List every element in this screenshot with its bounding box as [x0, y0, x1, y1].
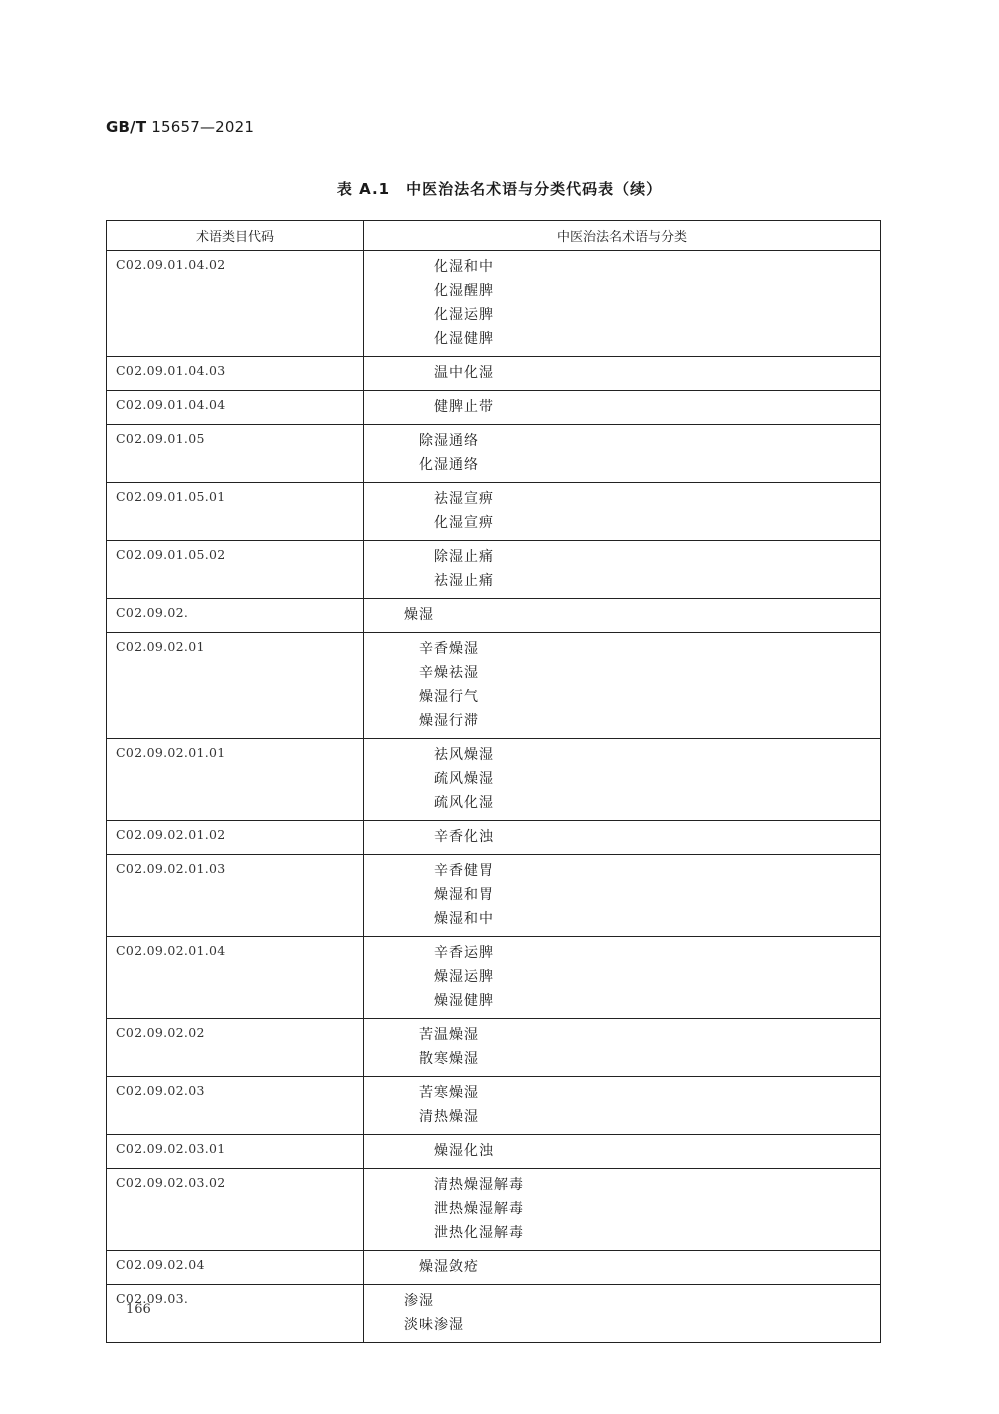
table-row: [107, 251, 881, 357]
term-list: [364, 821, 881, 855]
term-code: C02.09.01.04.02: [107, 251, 364, 357]
term-name: 疏风化湿: [434, 795, 494, 811]
term-list: [364, 855, 881, 937]
table-row: [107, 937, 881, 1019]
term-list: [364, 391, 881, 425]
term-name: 苦温燥湿: [419, 1027, 479, 1043]
terms-table: [106, 220, 881, 1343]
column-header-terms: 中医治法名术语与分类: [364, 221, 881, 251]
term-name: 祛湿止痛: [434, 573, 494, 589]
term-code: C02.09.01.05.01: [107, 483, 364, 541]
term-name: 燥湿行气: [419, 689, 479, 705]
term-code: C02.09.02.: [107, 599, 364, 633]
term-name: 清热燥湿: [419, 1109, 479, 1125]
term-name: 除湿止痛: [434, 549, 494, 565]
term-list: [364, 1019, 881, 1077]
term-name: 清热燥湿解毒: [434, 1177, 524, 1193]
table-body: [107, 251, 881, 1343]
term-code: C02.09.02.03.01: [107, 1135, 364, 1169]
page-number: 166: [126, 1302, 151, 1317]
term-list: [364, 251, 881, 357]
term-name: 化湿和中: [434, 259, 494, 275]
term-name: 燥湿行滞: [419, 713, 479, 729]
term-list: [364, 1169, 881, 1251]
term-name: 泄热燥湿解毒: [434, 1201, 524, 1217]
term-list: [364, 599, 881, 633]
term-name: 燥湿化浊: [434, 1143, 494, 1159]
term-list: [364, 1077, 881, 1135]
term-code: C02.09.02.03.02: [107, 1169, 364, 1251]
term-name: 燥湿健脾: [434, 993, 494, 1009]
table-title: 表 A.1 中医治法名术语与分类代码表（续）: [336, 180, 663, 198]
term-name: 燥湿运脾: [434, 969, 494, 985]
table-row: [107, 357, 881, 391]
table-row: [107, 425, 881, 483]
term-name: 疏风燥湿: [434, 771, 494, 787]
term-name: 散寒燥湿: [419, 1051, 479, 1067]
table-row: [107, 1077, 881, 1135]
table-row: [107, 1019, 881, 1077]
term-list: [364, 739, 881, 821]
term-name: 燥湿和中: [434, 911, 494, 927]
term-code: C02.09.01.04.04: [107, 391, 364, 425]
table-row: [107, 1251, 881, 1285]
table-row: [107, 855, 881, 937]
table-row: [107, 391, 881, 425]
table-row: [107, 1285, 881, 1343]
term-name: 健脾止带: [434, 399, 494, 415]
term-list: [364, 357, 881, 391]
term-list: [364, 633, 881, 739]
term-name: 温中化湿: [434, 365, 494, 381]
column-header-code: 术语类目代码: [107, 221, 364, 251]
term-list: [364, 1285, 881, 1343]
table-row: [107, 1135, 881, 1169]
term-name: 化湿运脾: [434, 307, 494, 323]
term-name: 化湿醒脾: [434, 283, 494, 299]
term-code: C02.09.01.04.03: [107, 357, 364, 391]
table-row: [107, 483, 881, 541]
term-name: 燥湿和胃: [434, 887, 494, 903]
document-header: [106, 118, 254, 136]
term-name: 化湿健脾: [434, 331, 494, 347]
term-name: 祛湿宣痹: [434, 491, 494, 507]
term-code: C02.09.02.02: [107, 1019, 364, 1077]
standard-number: 15657—2021: [151, 118, 255, 136]
term-name: 祛风燥湿: [434, 747, 494, 763]
term-list: [364, 541, 881, 599]
table-header-row: [107, 221, 881, 251]
term-name: 辛燥祛湿: [419, 665, 479, 681]
term-code: C02.09.01.05: [107, 425, 364, 483]
term-code: C02.09.02.01.02: [107, 821, 364, 855]
table-row: [107, 633, 881, 739]
term-code: C02.09.03.: [107, 1285, 364, 1343]
term-name: 渗湿: [404, 1293, 434, 1309]
term-name: 淡味渗湿: [404, 1317, 464, 1333]
term-code: C02.09.02.01.03: [107, 855, 364, 937]
term-name: 辛香运脾: [434, 945, 494, 961]
term-name: 燥湿敛疮: [419, 1259, 479, 1275]
term-list: [364, 483, 881, 541]
term-name: 辛香化浊: [434, 829, 494, 845]
table-row: [107, 821, 881, 855]
term-name: 辛香燥湿: [419, 641, 479, 657]
term-list: [364, 1251, 881, 1285]
table-row: [107, 739, 881, 821]
term-code: C02.09.01.05.02: [107, 541, 364, 599]
term-code: C02.09.02.03: [107, 1077, 364, 1135]
term-list: [364, 425, 881, 483]
term-code: C02.09.02.01.04: [107, 937, 364, 1019]
term-list: [364, 937, 881, 1019]
term-name: 辛香健胃: [434, 863, 494, 879]
term-name: 泄热化湿解毒: [434, 1225, 524, 1241]
term-name: 化湿通络: [419, 457, 479, 473]
table-row: [107, 1169, 881, 1251]
standard-prefix: GB/T: [106, 118, 147, 136]
table-row: [107, 541, 881, 599]
term-code: C02.09.02.04: [107, 1251, 364, 1285]
term-list: [364, 1135, 881, 1169]
term-name: 燥湿: [404, 607, 434, 623]
term-name: 化湿宣痹: [434, 515, 494, 531]
table-row: [107, 599, 881, 633]
term-name: 除湿通络: [419, 433, 479, 449]
term-code: C02.09.02.01: [107, 633, 364, 739]
term-code: C02.09.02.01.01: [107, 739, 364, 821]
term-name: 苦寒燥湿: [419, 1085, 479, 1101]
